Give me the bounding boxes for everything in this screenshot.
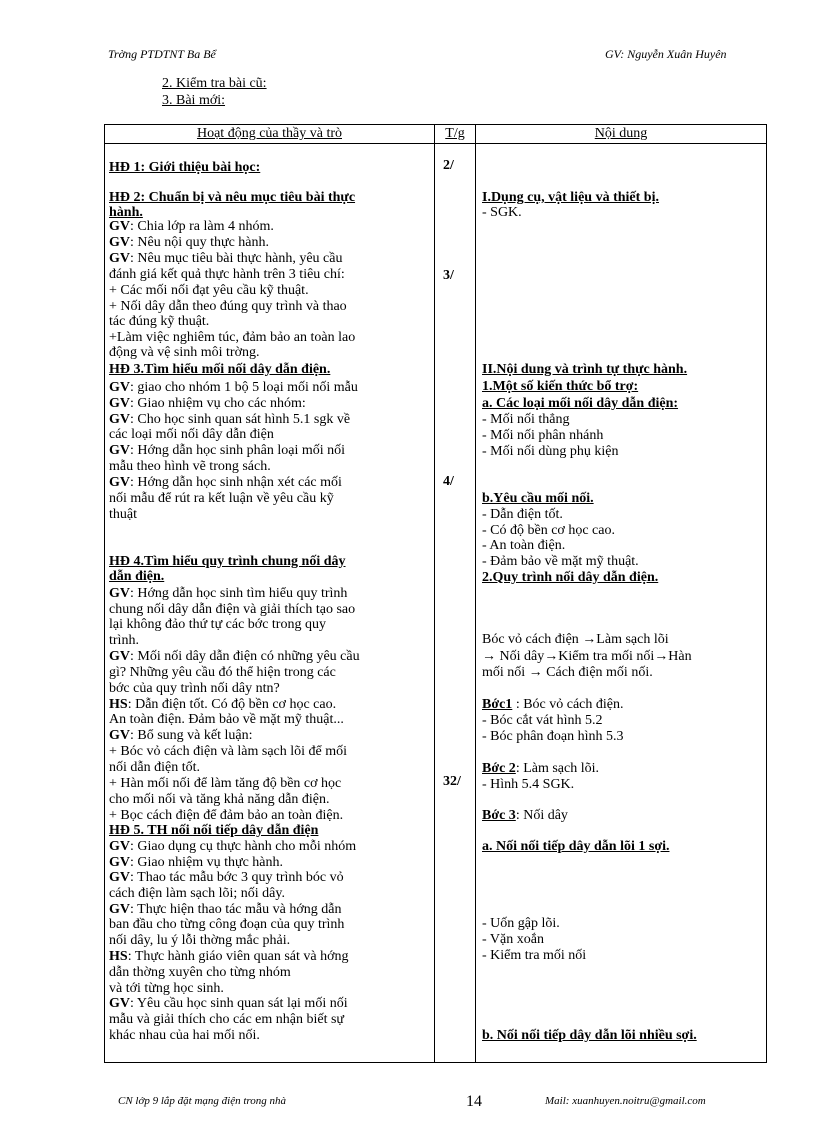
- content-line: 2.Quy trình nối dây dẫn điện.: [482, 570, 659, 585]
- activity-line: động và vệ sinh môi trờng.: [109, 345, 260, 360]
- activity-line: GV: Thực hiện thao tác mẫu và hớng dẫn: [109, 902, 342, 917]
- content-line: - An toàn điện.: [482, 538, 566, 553]
- content-line: - Mối nối thẳng: [482, 412, 570, 427]
- header-school: Trờng PTDTNT Ba Bể: [108, 47, 216, 61]
- activity-line: HĐ 4.Tìm hiểu quy trình chung nối dây: [109, 554, 346, 569]
- activity-line: GV: Thao tác mẫu bớc 3 quy trình bóc vỏ: [109, 870, 344, 885]
- section-new-lesson: 3. Bài mới:: [162, 93, 226, 108]
- content-line: I.Dụng cụ, vật liệu và thiết bị.: [482, 190, 659, 205]
- activity-line: cho mối nối và tăng khả năng dẫn điện.: [109, 792, 330, 807]
- activity-line: + Hàn mối nối để làm tăng độ bền cơ học: [109, 776, 342, 791]
- content-line: - Có độ bền cơ học cao.: [482, 523, 615, 538]
- content-line: - Mối nối dùng phụ kiện: [482, 444, 619, 459]
- activity-line: GV: Giao dụng cụ thực hành cho mỗi nhóm: [109, 839, 357, 854]
- activity-line: nối dây, lu ý lỗi thờng mắc phải.: [109, 933, 291, 948]
- activity-line: trình.: [109, 633, 139, 648]
- activity-line: GV: Yêu cầu học sinh quan sát lại mối nối: [109, 996, 348, 1011]
- table-body-row: [105, 144, 767, 1063]
- content-line: - Đảm bảo về mặt mỹ thuật.: [482, 554, 639, 569]
- activity-line: các loại mối nối dây dẫn điện: [109, 427, 274, 442]
- content-line: Bóc vỏ cách điện →Làm sạch lõi: [482, 632, 669, 647]
- content-line: - SGK.: [482, 205, 522, 220]
- header-time: T/g: [435, 125, 476, 144]
- activity-line: ban đầu cho từng công đoạn của quy trình: [109, 917, 345, 932]
- activity-line: tác đúng kỹ thuật.: [109, 314, 210, 329]
- activity-line: mẫu theo hình vẽ trong sách.: [109, 459, 271, 474]
- activity-line: hành.: [109, 205, 143, 220]
- activity-line: GV: Chia lớp ra làm 4 nhóm.: [109, 219, 274, 234]
- activity-line: GV: Nêu mục tiêu bài thực hành, yêu cầu: [109, 251, 343, 266]
- activity-line: gì? Những yêu cầu đó thể hiện trong các: [109, 665, 336, 680]
- activity-line: HĐ 5. TH nối nối tiếp dây dẫn điện: [109, 823, 319, 838]
- time-value: 4/: [443, 474, 454, 489]
- activity-line: nối dẫn điện tốt.: [109, 760, 200, 775]
- activity-line: GV: Nêu nội quy thực hành.: [109, 235, 270, 250]
- activity-line: HĐ 1: Giới thiệu bài học:: [109, 160, 261, 175]
- content-line: - Hình 5.4 SGK.: [482, 777, 575, 792]
- activity-line: + Bóc vỏ cách điện và làm sạch lõi để mối: [109, 744, 348, 759]
- content-line: - Vặn xoắn: [482, 932, 544, 947]
- activity-line: nối mẫu để rút ra kết luận về yêu cầu kỹ: [109, 491, 334, 506]
- content-line: Bớc 3: Nối dây: [482, 808, 568, 823]
- lesson-table: [104, 124, 767, 1063]
- activity-line: bớc của quy trình nối dây ntn?: [109, 681, 280, 696]
- content-cell: [476, 144, 766, 1062]
- activity-line: thuật: [109, 507, 137, 522]
- activity-line: dẫn điện.: [109, 569, 165, 584]
- footer-course: CN lớp 9 lắp đặt mạng điện trong nhà: [118, 1095, 287, 1107]
- activity-line: HS: Thực hành giáo viên quan sát và hớng: [109, 949, 349, 964]
- content-line: - Bóc phân đoạn hình 5.3: [482, 729, 624, 744]
- content-line: - Kiểm tra mối nối: [482, 948, 587, 963]
- activity-line: GV: Giao nhiệm vụ thực hành.: [109, 855, 284, 870]
- activity-line: mẫu và giải thích cho các em nhận biết sự: [109, 1012, 345, 1027]
- activity-line: An toàn điện. Đảm bảo về mặt mỹ thuật...: [109, 712, 344, 727]
- activity-line: đánh giá kết quả thực hành trên 3 tiêu chí:: [109, 267, 345, 282]
- activity-line: HĐ 2: Chuẩn bị và nêu mục tiêu bài thực: [109, 190, 356, 205]
- activity-line: GV: Cho học sinh quan sát hình 5.1 sgk về: [109, 412, 351, 427]
- content-line: - Bóc cắt vát hình 5.2: [482, 713, 603, 728]
- footer-mail: Mail: xuanhuyen.noitru@gmail.com: [545, 1095, 706, 1107]
- activity-line: +Làm việc nghiêm túc, đảm bảo an toàn lao: [109, 330, 356, 345]
- activities-cell: [105, 144, 434, 1062]
- time-cell: [435, 144, 475, 1062]
- activity-line: GV: giao cho nhóm 1 bộ 5 loại mối nối mẫu: [109, 380, 358, 395]
- content-line: b.Yêu cầu mối nối.: [482, 491, 594, 506]
- activity-line: dẫn thờng xuyên cho từng nhóm: [109, 965, 291, 980]
- content-line: mối nối → Cách điện mối nối.: [482, 665, 653, 680]
- activity-line: khác nhau của hai mối nối.: [109, 1028, 260, 1043]
- activity-line: chung nối dây dẫn điện và giải thích tạo sao: [109, 602, 356, 617]
- activity-line: + Nối dây dẫn theo đúng quy trình và thao: [109, 299, 347, 314]
- content-line: a. Nối nối tiếp dây dẫn lõi 1 sợi.: [482, 839, 670, 854]
- activity-line: và tới từng học sinh.: [109, 981, 224, 996]
- time-value: 3/: [443, 268, 454, 283]
- section-review: 2. Kiểm tra bài cũ:: [162, 76, 267, 91]
- time-value: 32/: [443, 774, 461, 789]
- activity-line: GV: Mối nối dây dẫn điện có những yêu cầu: [109, 649, 360, 664]
- activity-line: GV: Hớng dẫn học sinh phân loại mối nối: [109, 443, 346, 458]
- content-line: - Dẫn điện tốt.: [482, 507, 563, 522]
- activity-line: + Bọc cách điện để đảm bảo an toàn điện.: [109, 808, 344, 823]
- activity-line: GV: Hớng dẫn học sinh nhận xét các mối: [109, 475, 342, 490]
- footer-page-number: 14: [466, 1093, 482, 1110]
- content-line: - Mối nối phân nhánh: [482, 428, 604, 443]
- content-line: 1.Một số kiến thức bổ trợ:: [482, 379, 639, 394]
- activity-line: + Các mối nối đạt yêu cầu kỹ thuật.: [109, 283, 309, 298]
- activity-line: GV: Bổ sung và kết luận:: [109, 728, 253, 743]
- content-line: → Nối dây→Kiểm tra mối nối→Hàn: [482, 649, 692, 664]
- content-line: b. Nối nối tiếp dây dẫn lõi nhiều sợi.: [482, 1028, 697, 1043]
- content-line: - Uốn gập lõi.: [482, 916, 560, 931]
- time-value: 2/: [443, 158, 454, 173]
- header-activities: Hoạt động của thầy và trò: [105, 125, 435, 144]
- table-header-row: [105, 125, 767, 144]
- content-line: Bớc 2: Làm sạch lõi.: [482, 761, 600, 776]
- activity-line: HĐ 3.Tìm hiểu mối nối dây dẫn điện.: [109, 362, 331, 377]
- activity-line: GV: Hớng dẫn học sinh tìm hiểu quy trình: [109, 586, 348, 601]
- header-teacher: GV: Nguyễn Xuân Huyên: [605, 47, 727, 61]
- activity-line: cách điện làm sạch lõi; nối dây.: [109, 886, 285, 901]
- header-content: Nội dung: [476, 125, 767, 144]
- content-line: Bớc1 : Bóc vỏ cách điện.: [482, 697, 624, 712]
- activity-line: lại không đảo thứ tự các bớc trong quy: [109, 617, 326, 632]
- content-line: a. Các loại mối nối dây dẫn điện:: [482, 396, 679, 411]
- activity-line: HS: Dẫn điện tốt. Có độ bền cơ học cao.: [109, 697, 337, 712]
- activity-line: GV: Giao nhiệm vụ cho các nhóm:: [109, 396, 306, 411]
- content-line: II.Nội dung và trình tự thực hành.: [482, 362, 688, 377]
